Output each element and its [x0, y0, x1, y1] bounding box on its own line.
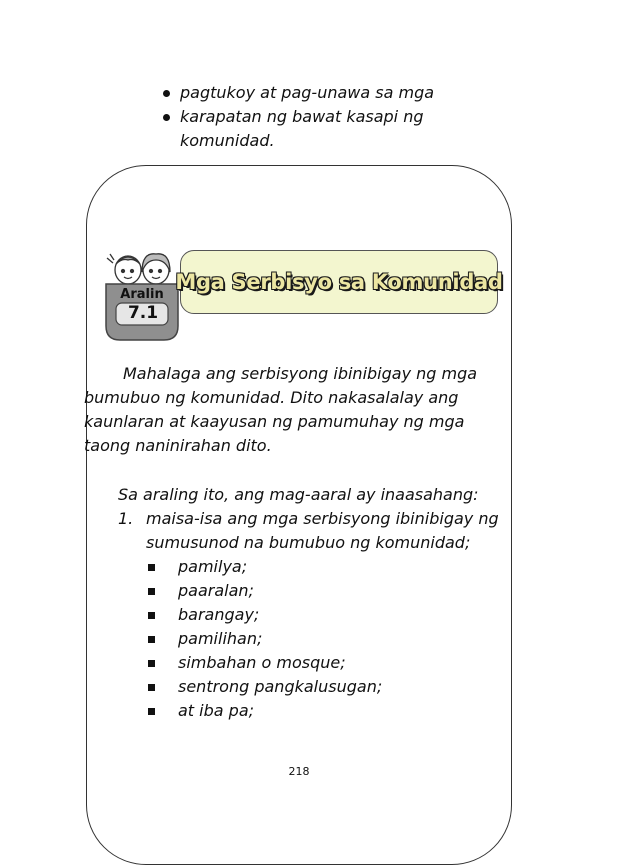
list-item	[148, 579, 382, 603]
square-bullet-icon	[148, 660, 155, 667]
aralin-badge	[104, 246, 184, 344]
list-item-text: pagtukoy at pag-unawa sa mga	[180, 83, 435, 102]
aralin-number: 7.1	[127, 303, 159, 323]
list-item-text: sentrong pangkalusugan;	[178, 677, 383, 696]
lesson-title: Mga Serbisyo sa Komunidad	[175, 270, 503, 294]
intro-line: taong naninirahan dito.	[84, 436, 272, 455]
list-item-text: paaralan;	[178, 581, 254, 600]
list-item-text: karapatan ng bawat kasapi ng	[180, 107, 424, 126]
list-item-text: simbahan o mosque;	[178, 653, 346, 672]
intro-line: kaunlaran at kaayusan ng pamumuhay ng mga	[84, 412, 465, 431]
square-bullet-icon	[148, 588, 155, 595]
aralin-label: Aralin	[120, 287, 164, 302]
objective-text: maisa-isa ang mga serbisyong ibinibigay ng	[146, 509, 499, 528]
objectives-lead: Sa araling ito, ang mag-aaral ay inaasahang:	[118, 485, 479, 504]
intro-line: bumubuo ng komunidad. Dito nakasalalay ang	[84, 388, 459, 407]
square-bullet-icon	[148, 564, 155, 571]
list-item-text: pamilihan;	[178, 629, 263, 648]
list-item	[148, 555, 382, 579]
list-item	[160, 105, 434, 129]
list-item	[148, 627, 382, 651]
list-item	[160, 81, 434, 105]
objective-number: 1.	[118, 509, 134, 528]
objective-text-continuation: sumusunod na bumubuo ng komunidad;	[146, 533, 471, 552]
square-bullet-icon	[148, 612, 155, 619]
bullet-dot-icon	[163, 114, 170, 121]
objective-item	[118, 507, 499, 555]
intro-paragraph	[84, 362, 477, 458]
lesson-title-box	[175, 250, 503, 314]
bullet-dot-icon	[163, 90, 170, 97]
sub-item-list	[148, 555, 382, 723]
list-item-text: pamilya;	[178, 557, 248, 576]
list-item	[148, 651, 382, 675]
list-item-text: barangay;	[178, 605, 260, 624]
intro-line: Mahalaga ang serbisyong ibinibigay ng mga	[123, 364, 478, 383]
children-illustration-icon	[107, 254, 170, 284]
square-bullet-icon	[148, 636, 155, 643]
list-item-text: at iba pa;	[178, 701, 255, 720]
list-item	[148, 675, 382, 699]
square-bullet-icon	[148, 708, 155, 715]
list-item	[148, 699, 382, 723]
list-item	[148, 603, 382, 627]
top-bullet-list	[160, 81, 434, 153]
square-bullet-icon	[148, 684, 155, 691]
page-number: 218	[288, 765, 310, 778]
list-item-continuation: komunidad.	[180, 131, 275, 150]
